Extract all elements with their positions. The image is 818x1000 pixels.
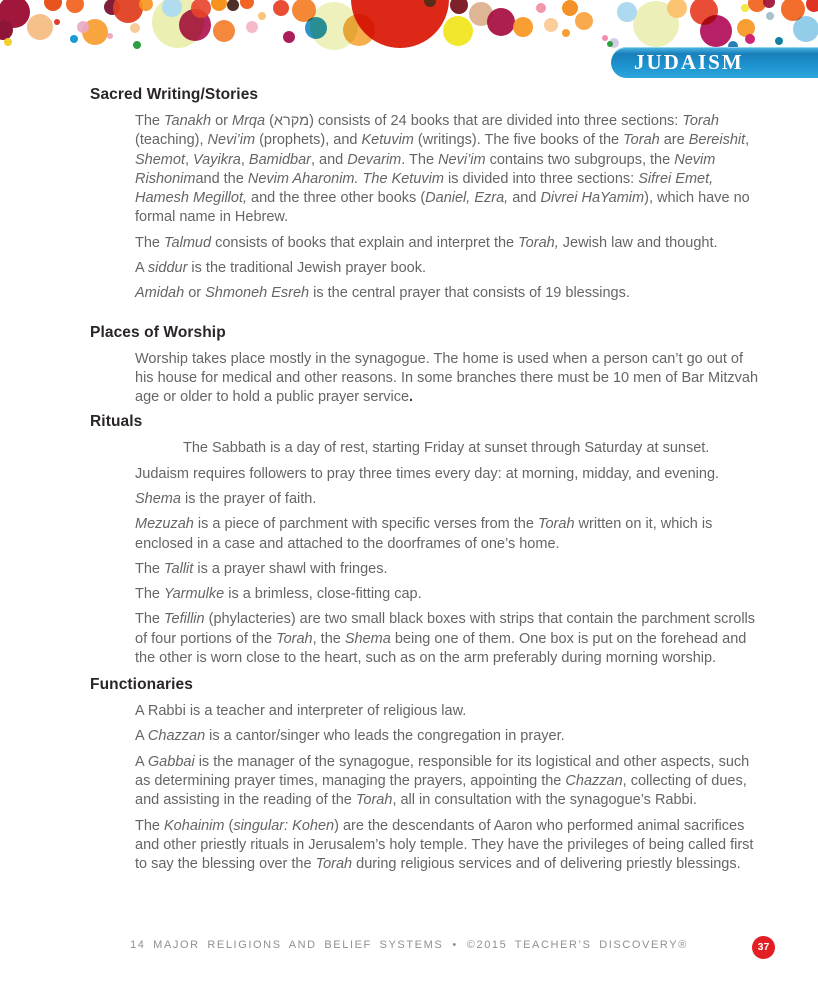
confetti-dot — [139, 0, 153, 11]
page-title: JUDAISM — [634, 50, 744, 74]
paragraph: Judaism requires followers to pray three times every day: at morning, midday, and evening. — [135, 465, 720, 482]
confetti-dot — [575, 12, 593, 30]
footer — [0, 939, 818, 951]
confetti-dot — [77, 21, 89, 33]
content — [90, 86, 768, 880]
confetti-dot — [450, 0, 468, 14]
confetti-dot — [766, 12, 774, 20]
section-heading: Places of Worship — [90, 323, 226, 341]
paragraph: The Tanakh or Mrqa (מקרא) consists of 24 books that are divided into three sections: Torah (teaching), Nevi’im (prophets), and Ketuvim (writings). The five books of the Torah are Bereishit, Shemot, Vayikra, Bamidbar, and Devarim. The Nevi’im contains two subgroups, the Nevim Rishonimand the Nevim Aharonim. The Ketuvim is divided into three sections: Sifrei Emet, Hamesh Megillot, and the three other books (Daniel, Ezra, and Divrei HaYamim), which have no formal name in Hebrew. — [135, 113, 750, 226]
confetti-dot — [305, 17, 327, 39]
confetti-dot — [283, 31, 295, 43]
confetti-dot — [4, 38, 12, 46]
section-heading: Functionaries — [90, 676, 193, 694]
confetti-dot — [258, 12, 266, 20]
confetti-dot — [793, 16, 818, 42]
paragraph: A Rabbi is a teacher and interpreter of religious law. — [135, 703, 467, 720]
confetti-dot — [54, 19, 60, 25]
confetti-dot — [602, 35, 608, 41]
confetti-dot — [763, 0, 775, 8]
confetti-dot — [536, 3, 546, 13]
confetti-dot — [273, 0, 289, 16]
section-functionaries — [90, 676, 768, 874]
confetti-dot — [343, 14, 375, 46]
confetti-dot — [211, 0, 227, 11]
paragraph: A siddur is the traditional Jewish prayer book. — [135, 259, 426, 276]
confetti-dot — [240, 0, 254, 9]
confetti-dot — [562, 29, 570, 37]
confetti-dot — [133, 41, 141, 49]
confetti-dot — [487, 8, 515, 36]
paragraph: A Gabbai is the manager of the synagogue, responsible for its logistical and other aspects, such as determining prayer times, managing the prayers, appointing the Chazzan, collecting of dues, and assisting in the reading of the Torah, all in consultation with the synagogue’s Rabbi. — [135, 753, 750, 809]
confetti-dot — [617, 2, 637, 22]
section-heading: Sacred Writing/Stories — [90, 86, 259, 103]
section-places-of-worship — [90, 324, 768, 408]
paragraph: Worship takes place mostly in the synagogue. The home is used when a person can’t go out of his house for medical and other reasons. In some branches there must be 10 men of Bar Mitzvah age or older to hold a public prayer service. — [135, 350, 759, 406]
paragraph: Shema is the prayer of faith. — [135, 490, 317, 507]
page-number-badge: 37 — [752, 936, 775, 959]
footer-separator: • — [452, 939, 458, 951]
confetti-dot — [562, 0, 578, 16]
paragraph: Amidah or Shmoneh Esreh is the central prayer that consists of 19 blessings. — [135, 285, 630, 302]
paragraph: The Tefillin (phylacteries) are two small black boxes with strips that contain the parchment scrolls of four portions of the Torah, the Shema being one of them. One box is put on the forehead and the other is worn close to the heart, such as on the arm preferably during morning worship. — [135, 611, 756, 666]
section-sacred-writing-stories — [90, 86, 768, 304]
section-rituals — [90, 413, 768, 668]
paragraph: The Kohainim (singular: Kohen) are the descendants of Aaron who performed animal sacrifices and other priestly rituals in Jerusalem’s holy temple. They have the privileges of being called first to say the blessing over the Torah during religious services and of delivering priestly blessings. — [135, 817, 754, 873]
confetti-dot — [130, 23, 140, 33]
judaism-banner — [611, 47, 818, 78]
footer-copyright: ©2015 TEACHER’S DISCOVERY® — [466, 939, 688, 951]
footer-series-title: 14 MAJOR RELIGIONS AND BELIEF SYSTEMS — [130, 939, 444, 951]
confetti-dot — [213, 20, 235, 42]
confetti-dot — [27, 14, 53, 40]
confetti-dot — [246, 21, 258, 33]
confetti-dot — [544, 18, 558, 32]
confetti-dot — [227, 0, 239, 11]
confetti-dot — [107, 33, 113, 39]
confetti-dot — [70, 35, 78, 43]
confetti-dot — [513, 17, 533, 37]
confetti-dot — [443, 16, 473, 46]
paragraph: The Sabbath is a day of rest, starting Friday at sunset through Saturday at sunset. — [183, 440, 710, 457]
paragraph: The Tallit is a prayer shawl with fringes. — [135, 560, 388, 577]
confetti-dot — [667, 0, 687, 18]
confetti-dot — [775, 37, 783, 45]
confetti-dot — [745, 34, 755, 44]
confetti-dot — [44, 0, 62, 11]
paragraph: Mezuzah is a piece of parchment with specific verses from the Torah written on it, which is enclosed in a case and attached to the doorframes of one’s home. — [135, 516, 713, 552]
confetti-dot — [700, 15, 732, 47]
confetti-dot — [66, 0, 84, 13]
paragraph: The Talmud consists of books that explain and interpret the Torah, Jewish law and thought. — [135, 234, 718, 251]
paragraph: The Yarmulke is a brimless, close-fitting cap. — [135, 586, 422, 603]
confetti-dot — [806, 0, 818, 12]
paragraph: A Chazzan is a cantor/singer who leads the congregation in prayer. — [135, 728, 565, 745]
section-heading: Rituals — [90, 413, 143, 431]
